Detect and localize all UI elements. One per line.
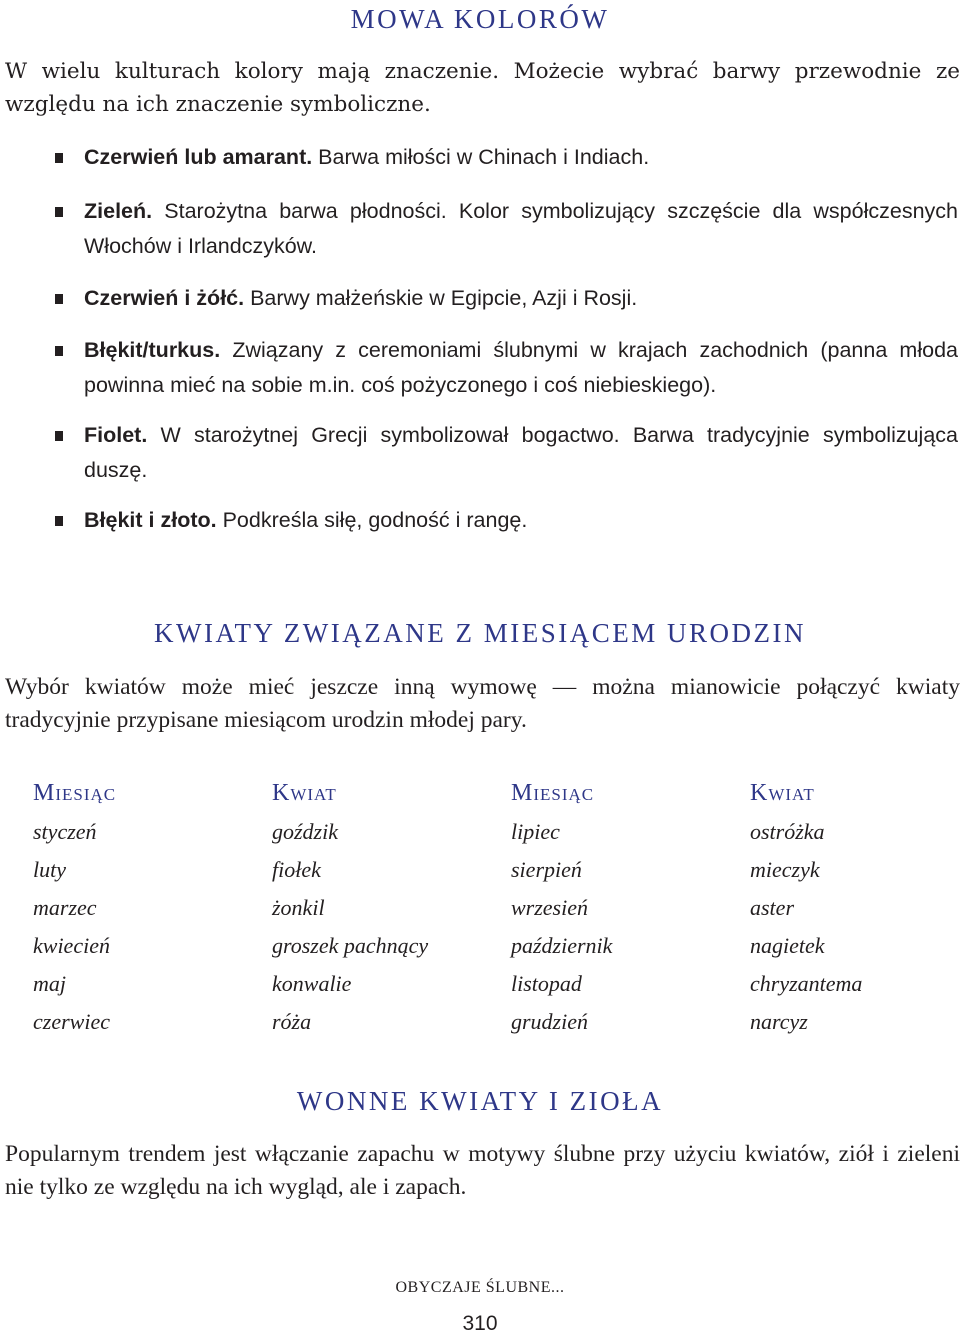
list-item-term: Czerwień i żółć. (84, 286, 245, 310)
table-cell: marzec (33, 895, 97, 920)
table-cell: konwalie (272, 971, 352, 996)
table-cell: wrzesień (511, 895, 588, 920)
square-bullet-icon (55, 294, 63, 304)
list-item-text: Barwy małżeńskie w Egipcie, Azji i Rosji. (244, 286, 638, 310)
table-header-flower: Kwiat (272, 780, 337, 806)
table-cell: nagietek (750, 933, 825, 958)
table-cell: aster (750, 895, 794, 920)
table-cell: ostróżka (750, 819, 825, 844)
list-item-text: Starożytna barwa płodności. Kolor symbolizujący szczęście dla współczesnych Włochów i Irlandczyków. (84, 199, 958, 258)
list-item-text: Barwa miłości w Chinach i Indiach. (312, 145, 650, 169)
table-cell: goździk (272, 819, 338, 844)
section-heading-colors: MOWA KOLORÓW (350, 4, 610, 34)
table-header-flower: Kwiat (750, 780, 815, 806)
list-item-term: Fiolet. (84, 423, 148, 447)
table-cell: mieczyk (750, 857, 820, 882)
table-cell: róża (272, 1009, 312, 1034)
square-bullet-icon (55, 346, 63, 356)
section-intro-birth-flowers: Wybór kwiatów może mieć jeszcze inną wymowę — można mianowicie połączyć kwiaty tradycyjnie przypisane miesiącom urodzin młodej pary. (5, 674, 960, 733)
table-cell: fiołek (272, 857, 321, 882)
table-cell: grudzień (511, 1009, 588, 1034)
table-cell: luty (33, 857, 66, 882)
table-header-month: Miesiąc (511, 780, 595, 806)
running-footer-title: OBYCZAJE ŚLUBNE... (395, 1279, 565, 1296)
table-cell: styczeń (33, 819, 97, 844)
list-item-text: W starożytnej Grecji symbolizował bogactwo. Barwa tradycyjnie symbolizująca duszę. (84, 423, 958, 482)
table-cell: groszek pachnący (272, 933, 429, 958)
list-item-term: Błękit i złoto. (84, 508, 217, 532)
table-cell: sierpień (511, 857, 582, 882)
list-item-term: Błękit/turkus. (84, 338, 221, 362)
section-heading-fragrant-flowers: WONNE KWIATY I ZIOŁA (296, 1086, 664, 1116)
list-item-text: Związany z ceremoniami ślubnymi w krajach zachodnich (panna młoda powinna mieć na sobie m.in. coś pożyczonego i coś niebieskiego). (84, 338, 958, 397)
table-cell: lipiec (511, 819, 560, 844)
square-bullet-icon (55, 153, 63, 163)
section-heading-birth-flowers: KWIATY ZWIĄZANE Z MIESIĄCEM URODZIN (154, 618, 806, 648)
page-number: 310 (462, 1312, 498, 1335)
table-cell: kwiecień (33, 933, 110, 958)
table-header-month: Miesiąc (33, 780, 117, 806)
table-cell: listopad (511, 971, 582, 996)
table-cell: narcyz (750, 1009, 808, 1034)
square-bullet-icon (55, 431, 63, 441)
list-item-term: Czerwień lub amarant. (84, 145, 313, 169)
square-bullet-icon (55, 207, 63, 217)
table-cell: maj (33, 971, 66, 996)
list-item-term: Zieleń. (84, 199, 153, 223)
section-text-fragrant-flowers: Popularnym trendem jest włączanie zapachu w motywy ślubne przy użyciu kwiatów, ziół i zieleni nie tylko ze względu na ich wygląd, ale i zapach. (5, 1141, 960, 1200)
table-cell: żonkil (272, 895, 325, 920)
list-item-text: Podkreśla siłę, godność i rangę. (216, 508, 528, 532)
table-cell: czerwiec (33, 1009, 110, 1034)
table-cell: chryzantema (750, 971, 863, 996)
section-intro-colors: W wielu kulturach kolory mają znaczenie. Możecie wybrać barwy przewodnie ze względu na ich znaczenie symboliczne. (5, 59, 960, 117)
square-bullet-icon (55, 516, 63, 526)
table-cell: październik (511, 933, 613, 958)
